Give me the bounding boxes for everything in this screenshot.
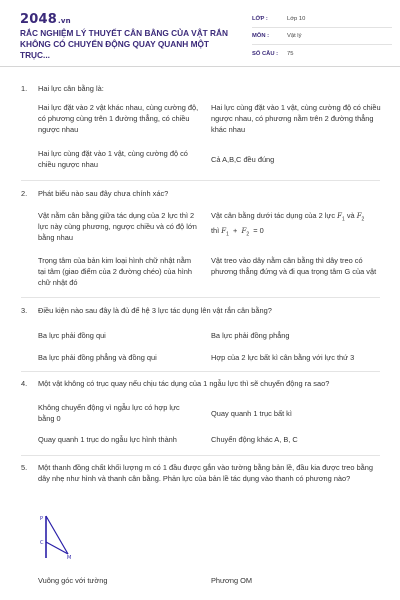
meta-question-count: SỐ CÂU : 75 [252,50,294,57]
question-5: 5. Một thanh đồng chất khối lượng m có 1 đầu được gắn vào tường bằng bản lề, đầu kia được treo bằng dây nhẹ như hình và thanh cân bằng. Phản lực của bản lề tác dụng vào thanh có phương nào? [21,463,374,483]
option-1c[interactable]: Hai lực cùng đặt vào 1 vật, cùng cường độ có chiều ngược nhau [38,149,188,169]
label-m: M [67,555,72,561]
option-2a[interactable]: Vật nằm cân bằng giữa tác dụng của 2 lực thì 2 lực này cùng phương, ngược chiều và có độ lớn bằng nhau [38,211,197,242]
question-divider [21,180,380,181]
option-4c[interactable]: Quay quanh 1 trục do ngẫu lực hình thành [38,435,177,444]
document-title: RẮC NGHIỆM LÝ THUYẾT CÂN BẰNG CỦA VẬT RẮN KHÔNG CÓ CHUYỂN ĐỘNG QUAY QUANH MỘT TRỤC... [20,28,229,60]
option-3a[interactable]: Ba lực phải đồng qui [38,331,106,340]
question-divider [21,455,380,456]
option-1a[interactable]: Hai lực đặt vào 2 vật khác nhau, cùng cường độ, có phương cùng trên 1 đường thẳng, có chiều ngược nhau [38,103,199,134]
option-5b[interactable]: Phương OM [211,576,253,585]
option-4b[interactable]: Quay quanh 1 trục bất kì [211,409,292,418]
label-c: C [40,540,44,546]
option-3d[interactable]: Hợp của 2 lực bất kì cân bằng với lực thứ 3 [211,353,355,362]
rod-hinge-figure [38,512,78,562]
question-3: 3. Điều kiện nào sau đây là đủ để hệ 3 lực tác dụng lên vật rắn cân bằng? [21,306,272,315]
label-p: P [40,516,44,522]
question-divider [21,371,380,372]
option-1b[interactable]: Hai lực cùng đặt vào 1 vật, cùng cường độ có chiều ngược nhau, có phương nằm trên 2 đường thẳng khác nhau [211,103,381,134]
option-4d[interactable]: Chuyển động khác A, B, C [211,435,298,444]
meta-subject: MÔN : Vật lý [252,28,392,45]
option-5a[interactable]: Vuông góc với tường [38,576,108,585]
question-1: 1. Hai lực cân bằng là: [21,84,104,93]
option-3b[interactable]: Ba lực phải đồng phẳng [211,331,290,340]
question-2: 2. Phát biểu nào sau đây chưa chính xác? [21,189,169,198]
option-2d[interactable]: Vật treo vào dây nằm cân bằng thì dây treo có phương thẳng đứng và đi qua trọng tâm G của vật [211,256,377,276]
site-logo[interactable]: 2048.vn [20,12,71,27]
option-4a[interactable]: Không chuyển động vì ngẫu lực có hợp lực bằng 0 [38,403,180,423]
option-3c[interactable]: Ba lực phải đồng phẳng và đồng qui [38,353,157,362]
option-1d[interactable]: Cả A,B,C đều đúng [211,155,275,164]
option-2b[interactable]: Vật cân bằng dưới tác dụng của 2 lực $F_1$ và $F_2$ thì $F_1 + F_2 = 0$ [211,211,365,238]
question-4: 4. Một vật không có trục quay nếu chịu tác dụng của 1 ngẫu lực thì sẽ chuyển động ra sao? [21,379,330,388]
meta-class: LỚP : Lớp 10 [252,11,392,28]
document-meta [252,11,392,62]
question-divider [21,297,380,298]
option-2c[interactable]: Trọng tâm của bản kim loại hình chữ nhật nằm tại tâm (giao điểm của 2 đường chéo) của hình chữ nhật đó [38,256,192,287]
document-header [0,0,400,67]
